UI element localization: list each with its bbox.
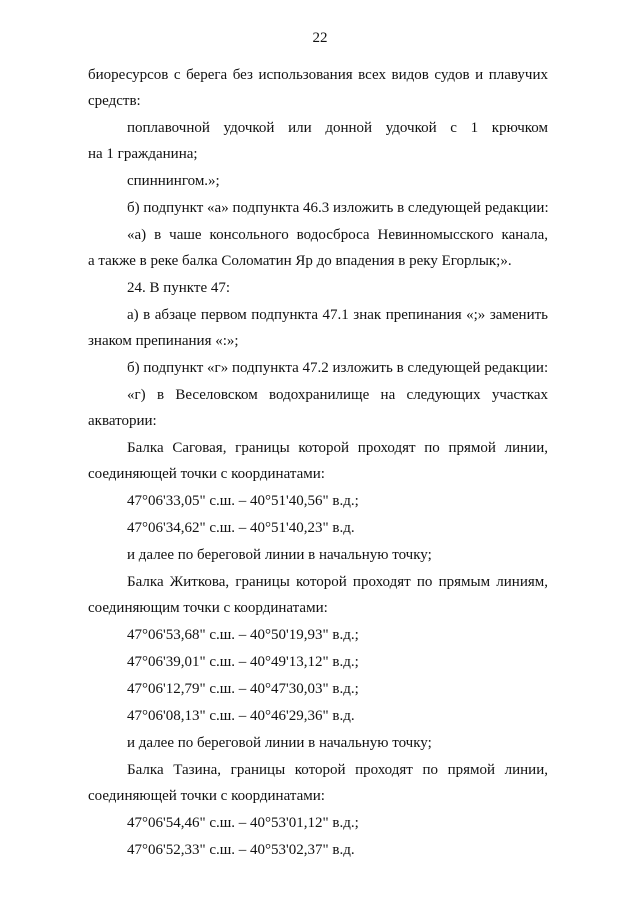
paragraph: [88, 302, 548, 354]
paragraph: [88, 62, 548, 114]
text-line: 47°06'34,62" с.ш. – 40°51'40,23" в.д.: [127, 520, 355, 536]
text-line: 47°06'39,01" с.ш. – 40°49'13,12" в.д.;: [127, 654, 359, 670]
text-line: б) подпункт «а» подпункта 46.3 изложить в следующей редакции:: [127, 200, 549, 216]
paragraph: [88, 115, 548, 167]
text-line: 47°06'53,68" с.ш. – 40°50'19,93" в.д.;: [127, 627, 359, 643]
text-line: знаком препинания «:»;: [88, 333, 239, 349]
text-line: «а) в чаше консольного водосброса Невинномысского канала,: [127, 227, 548, 243]
text-line: соединяющим точки с координатами:: [88, 600, 328, 616]
paragraph: [88, 168, 548, 194]
paragraph: [88, 355, 548, 381]
coordinate-line: [88, 488, 548, 514]
document-body: [88, 62, 548, 864]
paragraph: [88, 569, 548, 621]
text-line: 47°06'33,05" с.ш. – 40°51'40,56" в.д.;: [127, 493, 359, 509]
coordinate-line: [88, 622, 548, 648]
paragraph: [88, 275, 548, 301]
text-line: б) подпункт «г» подпункта 47.2 изложить в следующей редакции:: [127, 360, 549, 376]
paragraph: [88, 382, 548, 434]
paragraph: [88, 757, 548, 809]
text-line: Балка Саговая, границы которой проходят по прямой линии,: [127, 440, 548, 456]
text-line: Балка Житкова, границы которой проходят по прямым линиям,: [127, 574, 548, 590]
text-line: поплавочной удочкой или донной удочкой с 1 крючком: [127, 120, 548, 136]
coordinate-line: [88, 515, 548, 541]
text-line: на 1 гражданина;: [88, 146, 198, 162]
text-line: акватории:: [88, 413, 157, 429]
coordinate-line: [88, 810, 548, 836]
paragraph: [88, 435, 548, 487]
paragraph: [88, 195, 548, 221]
text-line: 47°06'54,46" с.ш. – 40°53'01,12" в.д.;: [127, 815, 359, 831]
paragraph: [88, 222, 548, 274]
text-line: 47°06'12,79" с.ш. – 40°47'30,03" в.д.;: [127, 681, 359, 697]
coordinate-line: [88, 676, 548, 702]
text-line: соединяющей точки с координатами:: [88, 466, 325, 482]
text-line: «г) в Веселовском водохранилище на следующих участках: [127, 387, 548, 403]
text-line: Балка Тазина, границы которой проходят по прямой линии,: [127, 762, 548, 778]
text-line: и далее по береговой линии в начальную точку;: [127, 547, 432, 563]
text-line: и далее по береговой линии в начальную точку;: [127, 735, 432, 751]
page-number: 22: [312, 30, 328, 46]
coordinate-line: [88, 703, 548, 729]
coordinate-line: [88, 649, 548, 675]
text-line: 47°06'08,13" с.ш. – 40°46'29,36" в.д.: [127, 708, 355, 724]
text-line: а также в реке балка Соломатин Яр до впадения в реку Егорлык;».: [88, 253, 512, 269]
text-line: соединяющей точки с координатами:: [88, 788, 325, 804]
text-line: 47°06'52,33" с.ш. – 40°53'02,37" в.д.: [127, 842, 355, 858]
paragraph: [88, 730, 548, 756]
text-line: спиннингом.»;: [127, 173, 220, 189]
text-line: биоресурсов с берега без использования всех видов судов и плавучих: [88, 67, 548, 83]
text-line: а) в абзаце первом подпункта 47.1 знак препинания «;» заменить: [127, 307, 548, 323]
text-line: средств:: [88, 93, 141, 109]
coordinate-line: [88, 837, 548, 863]
text-line: 24. В пункте 47:: [127, 280, 231, 296]
paragraph: [88, 542, 548, 568]
